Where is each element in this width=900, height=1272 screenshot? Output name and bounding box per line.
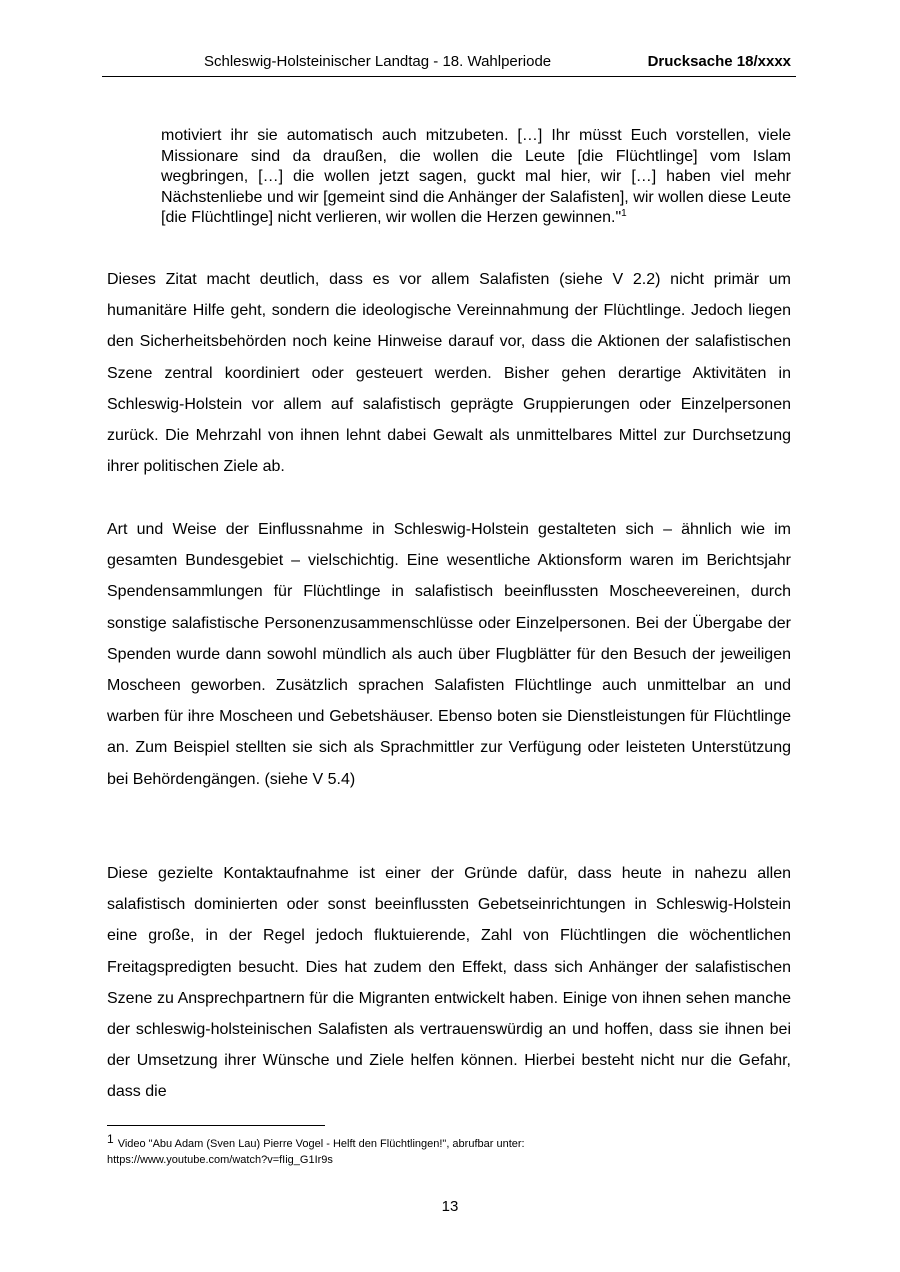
- footnote-url[interactable]: https://www.youtube.com/watch?v=fIig_G1Ir9s: [107, 1154, 333, 1166]
- footnote-separator: [107, 1125, 325, 1126]
- document-number: Drucksache 18/xxxx: [647, 53, 791, 70]
- body-paragraph: Art und Weise der Einflussnahme in Schleswig-Holstein gestalteten sich – ähnlich wie im gesamten Bundesgebiet – vielschichtig. Eine wesentliche Aktionsform waren im Berichtsjahr Spendensammlungen für Flüchtlinge in salafistisch beeinflussten Moscheevereinen, durch sonstige salafistische Personenzusammenschlüsse oder Einzelpersonen. Bei der Übergabe der Spenden wurde dann sowohl mündlich als auch über Flugblätter für den Besuch der jeweiligen Moscheen geworben. Zusätzlich sprachen Salafisten Flüchtlinge auch unmittelbar an und warben für ihre Moscheen und Gebetshäuser. Ebenso boten sie Dienstleistungen für Flüchtlinge an. Zum Beispiel stellten sie sich als Sprachmittler zur Verfügung oder leisteten Unterstützung bei Behördengängen. (siehe V 5.4): [107, 521, 791, 788]
- footnote-number: 1: [107, 1132, 114, 1146]
- body-paragraph: Dieses Zitat macht deutlich, dass es vor allem Salafisten (siehe V 2.2) nicht primär um humanitäre Hilfe geht, sondern die ideologische Vereinnahmung der Flüchtlinge. Jedoch liegen den Sicherheitsbehörden noch keine Hinweise darauf vor, dass die Aktionen der salafistischen Szene zentral koordiniert oder gesteuert werden. Bisher gehen derartige Aktivitäten in Schleswig-Holstein vor allem auf salafistisch geprägte Gruppierungen oder Einzelpersonen zurück. Die Mehrzahl von ihnen lehnt dabei Gewalt als unmittelbares Mittel zur Durchsetzung ihrer politischen Ziele ab.: [107, 271, 791, 476]
- page-header: [102, 50, 796, 77]
- block-quote: [161, 126, 791, 229]
- body-paragraph: Diese gezielte Kontaktaufnahme ist einer der Gründe dafür, dass heute in nahezu allen salafistisch dominierten oder sonst beeinflussten Gebetseinrichtungen in Schleswig-Holstein eine große, in der Regel jedoch fluktuierende, Zahl von Flüchtlingen die wöchentlichen Freitagspredigten besucht. Dies hat zudem den Effekt, dass sich Anhänger der salafistischen Szene zu Ansprechpartnern für die Migranten entwickelt haben. Einige von ihnen sehen manche der schleswig-holsteinischen Salafisten als vertrauenswürdig an und hoffen, dass sie ihnen bei der Umsetzung ihrer Wünsche und Ziele helfen können. Hierbei besteht nicht nur die Gefahr, dass die: [107, 865, 791, 1101]
- quote-text: motiviert ihr sie automatisch auch mitzubeten. […] Ihr müsst Euch vorstellen, viele Missionare sind da draußen, die wollen die Leute [die Flüchtlinge] vom Islam wegbringen, […] die wollen jetzt sagen, guckt mal hier, wir […] haben viel mehr Nächstenliebe und wir [gemeint sind die Anhänger der Salafisten], wir wollen diese Leute [die Flüchtlinge] nicht verlieren, wir wollen die Herzen gewinnen.": [161, 127, 791, 227]
- page-number: 13: [441, 1198, 459, 1215]
- footnote-text: Video "Abu Adam (Sven Lau) Pierre Vogel - Helft den Flüchtlingen!", abrufbar unter:: [117, 1138, 525, 1150]
- header-title: Schleswig-Holsteinischer Landtag - 18. Wahlperiode: [204, 53, 552, 70]
- footnote: [107, 1131, 797, 1168]
- footnote-reference[interactable]: 1: [621, 208, 627, 220]
